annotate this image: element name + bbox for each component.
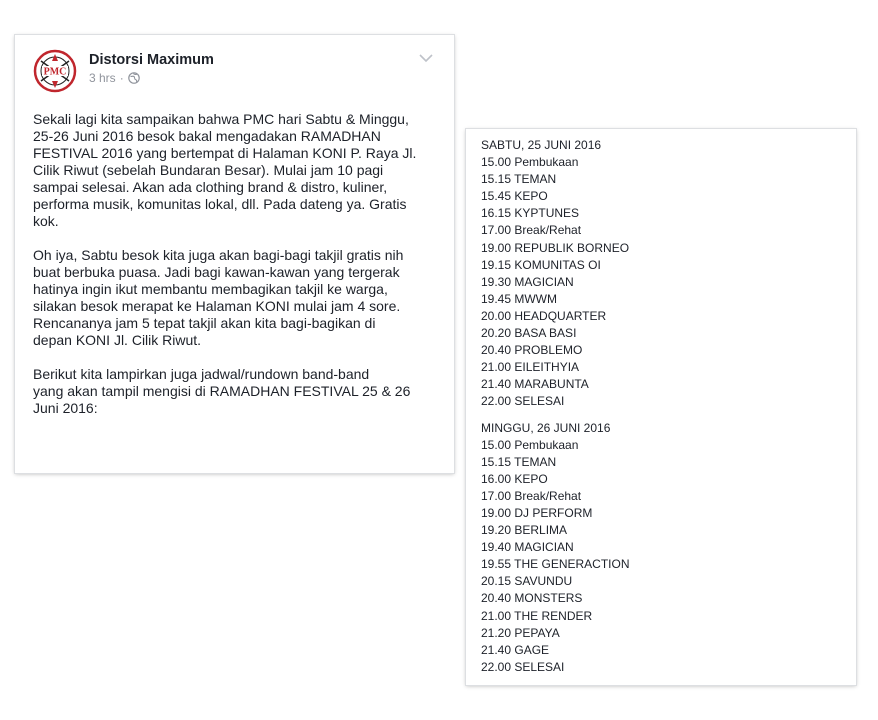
schedule-item: 15.15 TEMAN [481, 172, 557, 187]
post-body [33, 111, 443, 434]
avatar-text: PMC [43, 66, 67, 78]
schedule-item: 19.30 MAGICIAN [481, 274, 574, 289]
rundown-list [481, 137, 846, 676]
schedule-item: 21.00 THE RENDER [481, 608, 593, 623]
day-schedule [481, 137, 846, 411]
schedule-item: 16.15 KYPTUNES [481, 206, 580, 221]
post-paragraph: Berikut kita lampirkan juga jadwal/rundown band-band yang akan tampil mengisi di RAMADHAN FESTIVAL 25 & 26 Juni 2016: [33, 366, 411, 416]
schedule-item: 17.00 Break/Rehat [481, 223, 582, 238]
globe-icon[interactable] [128, 72, 140, 84]
schedule-item: 21.40 MARABUNTA [481, 377, 589, 392]
schedule-item: 22.00 SELESAI [481, 659, 565, 674]
post-meta [89, 71, 140, 85]
chevron-down-icon[interactable] [418, 51, 434, 63]
schedule-item: 15.15 TEMAN [481, 454, 557, 469]
schedule-item: 16.00 KEPO [481, 471, 548, 486]
schedule-item: 20.15 SAVUNDU [481, 574, 573, 589]
schedule-item: 19.15 KOMUNITAS OI [481, 257, 601, 272]
schedule-item: 21.40 GAGE [481, 642, 550, 657]
day-heading: SABTU, 25 JUNI 2016 [481, 138, 602, 152]
schedule-item: 17.00 Break/Rehat [481, 488, 582, 503]
schedule-item: 19.45 MWWM [481, 291, 558, 306]
pmc-logo-icon[interactable] [33, 49, 77, 93]
schedule-item: 22.00 SELESAI [481, 394, 565, 409]
schedule-item: 20.40 MONSTERS [481, 591, 583, 606]
schedule-item: 20.00 HEADQUARTER [481, 308, 607, 323]
post-timestamp[interactable]: 3 hrs [89, 71, 116, 85]
schedule-item: 20.20 BASA BASI [481, 326, 577, 341]
schedule-item: 19.40 MAGICIAN [481, 540, 574, 555]
post-paragraph: Oh iya, Sabtu besok kita juga akan bagi-bagi takjil gratis nih buat berbuka puasa. Jadi bagi kawan-kawan yang tergerak hatinya ingin ikut membantu membagikan takjil ke warga, silakan besok merapat ke Halaman KONI mulai jam 4 sore. Rencananya jam 5 tepat takjil akan kita bagi-bagikan di depan KONI Jl. Cilik Riwut. [33, 247, 404, 348]
schedule-item: 15.00 Pembukaan [481, 155, 579, 170]
schedule-item: 19.55 THE GENERACTION [481, 557, 630, 572]
schedule-item: 21.20 PEPAYA [481, 625, 560, 640]
post-paragraph: Sekali lagi kita sampaikan bahwa PMC hari Sabtu & Minggu, 25-26 Juni 2016 besok bakal mengadakan RAMADHAN FESTIVAL 2016 yang bertempat di Halaman KONI P. Raya Jl. Cilik Riwut (sebelah Bundaran Besar). Mulai jam 10 pagi sampai selesai. Akan ada clothing brand & distro, kuliner, performa musik, komunitas lokal, dll. Pada dateng ya. Gratis kok. [33, 111, 417, 229]
day-schedule [481, 420, 846, 676]
meta-separator: · [119, 71, 124, 85]
schedule-item: 19.00 DJ PERFORM [481, 505, 593, 520]
schedule-item: 21.00 EILEITHYIA [481, 360, 580, 375]
day-heading: MINGGU, 26 JUNI 2016 [481, 420, 611, 435]
post-header [33, 49, 438, 93]
schedule-item: 19.20 BERLIMA [481, 523, 568, 538]
schedule-item: 15.00 Pembukaan [481, 437, 579, 452]
facebook-post-card [15, 35, 454, 473]
schedule-item: 20.40 PROBLEMO [481, 343, 583, 358]
page-name-link[interactable]: Distorsi Maximum [89, 52, 214, 68]
schedule-item: 19.00 REPUBLIK BORNEO [481, 240, 630, 255]
schedule-item: 15.45 KEPO [481, 189, 548, 204]
rundown-schedule-card [466, 129, 856, 685]
